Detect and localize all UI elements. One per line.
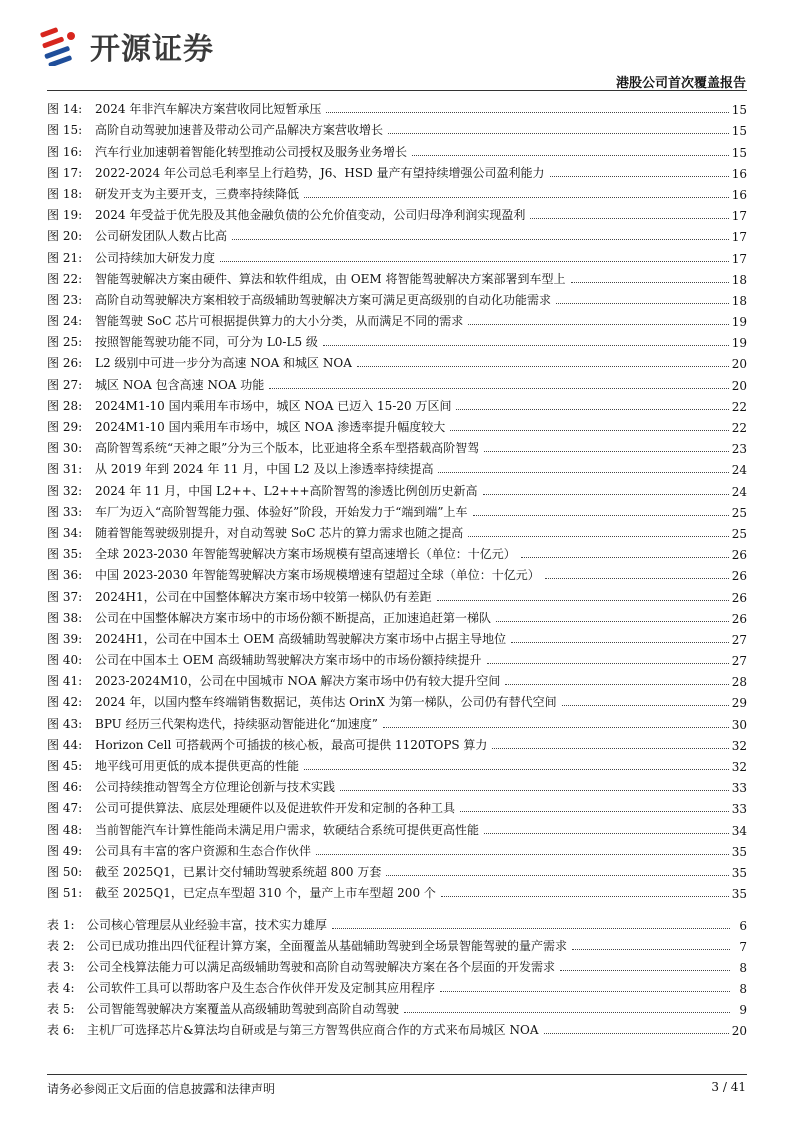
toc-figure-entry[interactable] xyxy=(47,138,747,159)
entry-page-number: 15 xyxy=(731,103,747,118)
entry-page-number: 22 xyxy=(731,399,747,414)
toc-figure-entry[interactable] xyxy=(47,160,747,181)
entry-title: 公司在中国本土 OEM 高级辅助驾驶解决方案市场中的市场份额持续提升 xyxy=(95,653,482,668)
entry-page-number: 18 xyxy=(731,272,747,287)
entry-page-number: 15 xyxy=(731,145,747,160)
entry-page-number: 30 xyxy=(731,717,747,732)
toc-figure-entry[interactable] xyxy=(47,710,747,731)
toc-table-entry[interactable] xyxy=(47,954,747,975)
entry-page-number: 17 xyxy=(731,209,747,224)
dot-leader xyxy=(484,451,728,452)
entry-title: 按照智能驾驶功能不同，可分为 L0-L5 级 xyxy=(95,335,318,350)
dot-leader xyxy=(441,896,729,897)
entry-page-number: 20 xyxy=(731,1024,747,1038)
entry-label: 图 44: xyxy=(47,737,83,752)
entry-label: 图 22: xyxy=(47,271,83,286)
entry-title: 公司可提供算法、底层处理硬件以及促进软件开发和定制的各种工具 xyxy=(95,801,456,816)
dot-leader xyxy=(492,748,728,749)
entry-title: 高阶自动驾驶解决方案相较于高级辅助驾驶解决方案可满足更高级别的自动化功能需求 xyxy=(95,292,552,307)
toc-figure-entry[interactable] xyxy=(47,668,747,689)
dot-leader xyxy=(383,727,729,728)
entry-title: 2024 年受益于优先股及其他金融负债的公允价值变动，公司归母净利润实现盈利 xyxy=(95,208,526,223)
dot-leader xyxy=(550,176,729,177)
toc-figure-entry[interactable] xyxy=(47,689,747,710)
entry-title: 截至 2025Q1，已累计交付辅助驾驶系统超 800 万套 xyxy=(95,864,382,879)
report-type: 港股公司首次覆盖报告 xyxy=(615,76,746,91)
entry-label: 表 1: xyxy=(47,918,75,932)
entry-label: 图 35: xyxy=(47,547,83,562)
entry-label: 图 46: xyxy=(47,780,83,795)
entry-page-number: 34 xyxy=(731,823,747,838)
entry-title: 高阶自动驾驶加速普及带动公司产品解决方案营收增长 xyxy=(95,123,384,138)
toc-figure-entry[interactable] xyxy=(47,795,747,816)
footer-disclaimer: 请务必参阅正文后面的信息披露和法律声明 xyxy=(47,1082,276,1096)
dot-leader xyxy=(560,970,730,971)
toc-figure-entry[interactable] xyxy=(47,308,747,329)
toc-figure-entry[interactable] xyxy=(47,753,747,774)
entry-title: 研发开支为主要开支，三费率持续降低 xyxy=(95,186,300,201)
entry-title: 中国 2023-2030 年智能驾驶解决方案市场规模增速有望超过全球（单位：十亿元） xyxy=(95,568,540,583)
entry-title: 2024H1，公司在中国本土 OEM 高级辅助驾驶解决方案市场中占据主导地位 xyxy=(95,631,507,646)
entry-page-number: 32 xyxy=(731,738,747,753)
dot-leader xyxy=(530,218,728,219)
toc-figure-entry[interactable] xyxy=(47,244,747,265)
entry-page-number: 27 xyxy=(731,654,747,669)
toc-figure-entry[interactable] xyxy=(47,541,747,562)
entry-label: 图 23: xyxy=(47,292,83,307)
entry-title: 2024 年，以国内整车终端销售数据记，英伟达 OrinX 为第一梯队，公司仍有替代空间 xyxy=(95,695,557,710)
dot-leader xyxy=(412,155,729,156)
entry-label: 图 19: xyxy=(47,208,83,223)
entry-page-number: 25 xyxy=(731,526,747,541)
dot-leader xyxy=(511,642,729,643)
entry-title: 主机厂可选择芯片&算法均自研或是与第三方智驾供应商合作的方式来布局城区 NOA xyxy=(87,1023,539,1037)
entry-label: 图 43: xyxy=(47,716,83,731)
entry-page-number: 26 xyxy=(731,590,747,605)
entry-title: 随着智能驾驶级别提升，对自动驾驶 SoC 芯片的算力需求也随之提高 xyxy=(95,525,464,540)
dot-leader xyxy=(484,833,729,834)
dot-leader xyxy=(572,949,730,950)
entry-label: 图 33: xyxy=(47,504,83,519)
toc-table-entry[interactable] xyxy=(47,996,747,1017)
toc-table-entry[interactable] xyxy=(47,933,747,954)
dot-leader xyxy=(220,261,729,262)
dot-leader xyxy=(326,112,728,113)
entry-page-number: 26 xyxy=(731,611,747,626)
entry-label: 图 32: xyxy=(47,483,83,498)
dot-leader xyxy=(450,430,728,431)
entry-label: 图 39: xyxy=(47,631,83,646)
entry-page-number: 16 xyxy=(731,187,747,202)
entry-page-number: 20 xyxy=(731,378,747,393)
toc-figure-entry[interactable] xyxy=(47,181,747,202)
entry-page-number: 18 xyxy=(731,293,747,308)
entry-title: L2 级别中可进一步分为高速 NOA 和城区 NOA xyxy=(95,356,352,371)
dot-leader xyxy=(487,663,729,664)
entry-label: 图 42: xyxy=(47,695,83,710)
toc-figure-entry[interactable] xyxy=(47,435,747,456)
entry-page-number: 35 xyxy=(731,865,747,880)
entry-label: 表 3: xyxy=(47,960,75,974)
entry-page-number: 26 xyxy=(731,548,747,563)
entry-page-number: 29 xyxy=(731,696,747,711)
dot-leader xyxy=(562,705,729,706)
entry-title: Horizon Cell 可搭载两个可插拔的核心板，最高可提供 1120TOPS 算力 xyxy=(95,737,488,752)
toc-figure-entry[interactable] xyxy=(47,456,747,477)
toc-figure-entry[interactable] xyxy=(47,626,747,647)
entry-page-number: 7 xyxy=(739,940,747,954)
entry-page-number: 19 xyxy=(731,336,747,351)
dot-leader xyxy=(404,1012,730,1013)
toc-table-entry[interactable] xyxy=(47,912,747,933)
entry-title: 公司软件工具可以帮助客户及生态合作伙伴开发及定制其应用程序 xyxy=(87,981,436,995)
entry-label: 图 30: xyxy=(47,441,83,456)
entry-page-number: 35 xyxy=(731,844,747,859)
dot-leader xyxy=(340,790,729,791)
entry-title: 2024 年非汽车解决方案营收同比短暂承压 xyxy=(95,102,322,117)
entry-title: 2023-2024M10，公司在中国城市 NOA 解决方案市场中仍有较大提升空间 xyxy=(95,674,501,689)
entry-title: 公司已成功推出四代征程计算方案，全面覆盖从基础辅助驾驶到全场景智能驾驶的量产需求 xyxy=(87,939,568,953)
toc-figure-entry[interactable] xyxy=(47,287,747,308)
entry-title: 公司持续推动智驾全方位理论创新与技术实践 xyxy=(95,780,336,795)
dot-leader xyxy=(388,133,729,134)
entry-title: 地平线可用更低的成本提供更高的性能 xyxy=(95,759,300,773)
dot-leader xyxy=(304,769,729,770)
entry-label: 图 47: xyxy=(47,801,83,816)
toc-figure-entry[interactable] xyxy=(47,859,747,880)
entry-label: 图 27: xyxy=(47,377,83,392)
entry-title: 当前智能汽车计算性能尚未满足用户需求，软硬结合系统可提供更高性能 xyxy=(95,822,480,837)
dot-leader xyxy=(556,303,729,304)
entry-label: 图 17: xyxy=(47,165,83,180)
entry-page-number: 16 xyxy=(731,166,747,181)
entry-page-number: 8 xyxy=(739,982,747,996)
toc-figure-entry[interactable] xyxy=(47,647,747,668)
entry-page-number: 24 xyxy=(731,484,747,499)
toc-figure-entry[interactable] xyxy=(47,266,747,287)
entry-label: 图 14: xyxy=(47,102,83,117)
footer-divider xyxy=(47,1074,747,1075)
entry-label: 图 29: xyxy=(47,420,83,434)
entry-page-number: 15 xyxy=(731,124,747,139)
toc-figure-entry[interactable] xyxy=(47,371,747,392)
entry-page-number: 19 xyxy=(731,315,747,330)
dot-leader xyxy=(460,811,729,812)
entry-page-number: 22 xyxy=(731,421,747,435)
entry-label: 图 37: xyxy=(47,589,83,604)
toc-figure-entry[interactable] xyxy=(47,816,747,837)
entry-title: 公司全栈算法能力可以满足高级辅助驾驶和高阶自动驾驶解决方案在各个层面的开发需求 xyxy=(87,960,556,974)
brand-name: 开源证券 xyxy=(90,32,214,67)
dot-leader xyxy=(468,536,728,537)
entry-label: 图 31: xyxy=(47,462,83,477)
entry-label: 图 28: xyxy=(47,398,83,413)
dot-leader xyxy=(468,324,728,325)
entry-label: 图 41: xyxy=(47,674,83,689)
kaiyuan-logo-icon xyxy=(38,26,82,66)
entry-title: 截至 2025Q1，已定点车型超 310 个，量产上市车型超 200 个 xyxy=(95,886,436,901)
entry-title: 公司在中国整体解决方案市场中的市场份额不断提高，正加速追赶第一梯队 xyxy=(95,610,492,625)
entry-page-number: 32 xyxy=(731,760,747,774)
entry-label: 表 2: xyxy=(47,939,75,953)
entry-title: 高阶智驾系统“天神之眼”分为三个版本，比亚迪将全系车型搭载高阶智驾 xyxy=(95,441,480,456)
dot-leader xyxy=(437,600,729,601)
entry-page-number: 6 xyxy=(739,919,747,933)
entry-title: 从 2019 年到 2024 年 11 月，中国 L2 及以上渗透率持续提高 xyxy=(95,462,434,477)
entry-title: 汽车行业加速朝着智能化转型推动公司授权及服务业务增长 xyxy=(95,144,408,159)
entry-label: 图 40: xyxy=(47,653,83,668)
entry-title: 2024M1-10 国内乘用车市场中，城区 NOA 渗透率提升幅度较大 xyxy=(95,420,446,434)
entry-title: 公司智能驾驶解决方案覆盖从高级辅助驾驶到高阶自动驾驶 xyxy=(87,1002,400,1016)
entry-title: 公司具有丰富的客户资源和生态合作伙伴 xyxy=(95,843,312,858)
dot-leader xyxy=(316,854,729,855)
toc-figure-entry[interactable] xyxy=(47,350,747,371)
entry-label: 表 5: xyxy=(47,1002,75,1016)
entry-title: 2022-2024 年公司总毛利率呈上行趋势，J6、HSD 量产有望持续增强公司盈利能力 xyxy=(95,165,545,180)
toc-figure-entry[interactable] xyxy=(47,202,747,223)
toc-figure-entry[interactable] xyxy=(47,117,747,138)
toc-figure-entry[interactable] xyxy=(47,838,747,859)
entry-title: 2024 年 11 月，中国 L2++、L2+++高阶智驾的渗透比例创历史新高 xyxy=(95,483,478,498)
entry-title: 智能驾驶 SoC 芯片可根据提供算力的大小分类，从而满足不同的需求 xyxy=(95,314,464,329)
toc-figure-entry[interactable] xyxy=(47,732,747,753)
dot-leader xyxy=(332,928,730,929)
company-logo xyxy=(38,26,214,66)
entry-label: 图 20: xyxy=(47,229,83,244)
entry-label: 图 51: xyxy=(47,886,83,901)
entry-title: 2024M1-10 国内乘用车市场中，城区 NOA 已迈入 15-20 万区间 xyxy=(95,398,452,413)
entry-label: 图 45: xyxy=(47,759,83,773)
toc-figure-entry[interactable] xyxy=(47,605,747,626)
toc-figure-entry[interactable] xyxy=(47,223,747,244)
dot-leader xyxy=(440,991,730,992)
entry-title: 公司研发团队人数占比高 xyxy=(95,229,228,244)
toc-figure-entry[interactable] xyxy=(47,880,747,901)
entry-page-number: 9 xyxy=(739,1003,747,1017)
dot-leader xyxy=(304,197,729,198)
entry-title: 2024H1，公司在中国整体解决方案市场中较第一梯队仍有差距 xyxy=(95,589,432,604)
entry-title: 城区 NOA 包含高速 NOA 功能 xyxy=(95,377,265,392)
entry-label: 图 18: xyxy=(47,186,83,201)
entry-page-number: 23 xyxy=(731,442,747,457)
entry-label: 图 25: xyxy=(47,335,83,350)
entry-label: 图 50: xyxy=(47,864,83,879)
toc-figure-entry[interactable] xyxy=(47,96,747,117)
dot-leader xyxy=(571,282,729,283)
entry-title: 智能驾驶解决方案由硬件、算法和软件组成，由 OEM 将智能驾驶解决方案部署到车型上 xyxy=(95,271,566,286)
dot-leader xyxy=(505,684,728,685)
dot-leader xyxy=(357,366,729,367)
dot-leader xyxy=(521,557,729,558)
entry-label: 表 4: xyxy=(47,981,75,995)
entry-page-number: 17 xyxy=(731,251,747,266)
entry-page-number: 35 xyxy=(731,887,747,902)
dot-leader xyxy=(544,1033,729,1034)
toc-figure-entry[interactable] xyxy=(47,477,747,498)
page-indicator: 3 / 41 xyxy=(711,1080,746,1094)
toc-figure-entry[interactable] xyxy=(47,329,747,350)
entry-page-number: 33 xyxy=(731,802,747,817)
figure-list xyxy=(47,96,747,901)
entry-label: 图 26: xyxy=(47,356,83,371)
entry-label: 图 36: xyxy=(47,568,83,583)
toc-figure-entry[interactable] xyxy=(47,499,747,520)
dot-leader xyxy=(323,345,729,346)
toc-table-entry[interactable] xyxy=(47,975,747,996)
toc-figure-entry[interactable] xyxy=(47,562,747,583)
entry-label: 图 34: xyxy=(47,525,83,540)
entry-page-number: 24 xyxy=(731,463,747,478)
toc-figure-entry[interactable] xyxy=(47,520,747,541)
dot-leader xyxy=(456,409,728,410)
dot-leader xyxy=(269,388,728,389)
header-divider xyxy=(47,90,747,91)
entry-page-number: 33 xyxy=(731,781,747,796)
entry-title: 公司持续加大研发力度 xyxy=(95,250,216,265)
toc-figure-entry[interactable] xyxy=(47,414,747,435)
entry-label: 图 15: xyxy=(47,123,83,138)
entry-page-number: 20 xyxy=(731,357,747,372)
dot-leader xyxy=(386,875,728,876)
table-list xyxy=(47,912,747,1038)
entry-title: 全球 2023-2030 年智能驾驶解决方案市场规模有望高速增长（单位：十亿元） xyxy=(95,547,516,562)
entry-page-number: 25 xyxy=(731,505,747,520)
entry-page-number: 8 xyxy=(739,961,747,975)
dot-leader xyxy=(496,621,729,622)
entry-label: 图 49: xyxy=(47,843,83,858)
entry-label: 图 16: xyxy=(47,144,83,159)
entry-label: 图 21: xyxy=(47,250,83,265)
entry-title: 公司核心管理层从业经验丰富，技术实力雄厚 xyxy=(87,918,328,932)
dot-leader xyxy=(483,494,729,495)
entry-label: 图 48: xyxy=(47,822,83,837)
dot-leader xyxy=(232,239,729,240)
entry-page-number: 27 xyxy=(731,632,747,647)
toc-figure-entry[interactable] xyxy=(47,393,747,414)
entry-label: 表 6: xyxy=(47,1023,75,1037)
entry-page-number: 28 xyxy=(731,675,747,690)
toc-figure-entry[interactable] xyxy=(47,583,747,604)
dot-leader xyxy=(545,578,729,579)
entry-label: 图 38: xyxy=(47,610,83,625)
toc-figure-entry[interactable] xyxy=(47,774,747,795)
entry-label: 图 24: xyxy=(47,314,83,329)
entry-title: 车厂为迈入“高阶智驾能力强、体验好”阶段，开始发力于“端到端”上车 xyxy=(95,504,468,519)
toc-table-entry[interactable] xyxy=(47,1017,747,1038)
dot-leader xyxy=(438,472,728,473)
entry-page-number: 17 xyxy=(731,230,747,245)
dot-leader xyxy=(473,515,729,516)
entry-title: BPU 经历三代架构迭代，持续驱动智能进化“加速度” xyxy=(95,716,378,731)
entry-page-number: 26 xyxy=(731,569,747,584)
